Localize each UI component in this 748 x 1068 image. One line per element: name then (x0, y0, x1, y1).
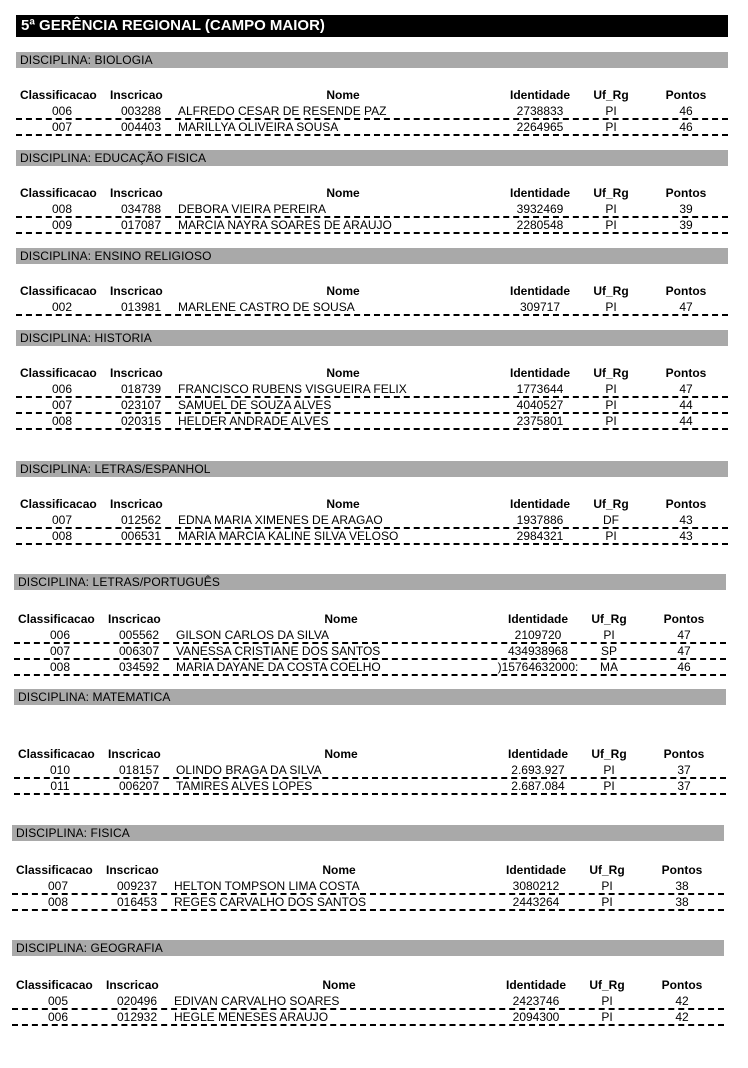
header-classificacao: Classificacao (20, 88, 97, 102)
table-header (16, 366, 728, 382)
cell-nome: GILSON CARLOS DA SILVA (176, 628, 329, 642)
header-pontos: Pontos (665, 186, 707, 200)
cell-classificacao: 006 (51, 382, 73, 396)
header-identidade: Identidade (505, 978, 566, 992)
cell-nome: TAMIRES ALVES LOPES (176, 779, 313, 793)
cell-inscricao: 005562 (118, 628, 160, 642)
cell-inscricao: 006531 (120, 529, 162, 543)
cell-classificacao: 008 (51, 414, 73, 428)
header-pontos: Pontos (663, 612, 705, 626)
cell-inscricao: 018157 (118, 763, 160, 777)
cell-pontos: 47 (677, 644, 691, 658)
cell-uf-rg: PI (601, 895, 613, 909)
header-classificacao: Classificacao (16, 978, 93, 992)
cell-uf-rg: PI (605, 218, 617, 232)
cell-nome: OLINDO BRAGA DA SILVA (176, 763, 322, 777)
header-uf-rg: Uf_Rg (593, 284, 629, 298)
cell-classificacao: 009 (51, 218, 73, 232)
header-uf-rg: Uf_Rg (593, 186, 629, 200)
table-row (16, 529, 728, 545)
cell-identidade: 2984321 (516, 529, 564, 543)
table-header (12, 978, 724, 994)
discipline-section (16, 248, 728, 316)
cell-uf-rg: PI (605, 300, 617, 314)
cell-classificacao: 007 (51, 398, 73, 412)
cell-inscricao: 006207 (118, 779, 160, 793)
cell-uf-rg: PI (603, 628, 615, 642)
header-inscricao: Inscricao (108, 612, 161, 626)
table-row (16, 513, 728, 529)
table-row (14, 628, 726, 644)
cell-identidade: 2.693.927 (511, 763, 565, 777)
cell-identidade: 2109720 (514, 628, 562, 642)
header-pontos: Pontos (665, 88, 707, 102)
discipline-title: DISCIPLINA: LETRAS/ESPANHOL (16, 461, 728, 477)
cell-nome: ALFREDO CESAR DE RESENDE PAZ (178, 104, 387, 118)
header-nome: Nome (324, 747, 358, 761)
cell-inscricao: 003288 (120, 104, 162, 118)
table-row (12, 879, 724, 895)
header-identidade: Identidade (509, 284, 570, 298)
header-pontos: Pontos (665, 284, 707, 298)
cell-uf-rg: PI (605, 202, 617, 216)
discipline-section (14, 689, 726, 795)
cell-nome: HELTON TOMPSON LIMA COSTA (174, 879, 360, 893)
cell-classificacao: 008 (51, 529, 73, 543)
cell-pontos: 37 (677, 779, 691, 793)
cell-nome: VANESSA CRISTIANE DOS SANTOS (176, 644, 381, 658)
cell-nome: DEBORA VIEIRA PEREIRA (178, 202, 327, 216)
header-uf-rg: Uf_Rg (591, 747, 627, 761)
cell-pontos: 46 (679, 104, 693, 118)
cell-identidade: 2280548 (516, 218, 564, 232)
cell-nome: HEGLE MENESES ARAUJO (174, 1010, 329, 1024)
cell-pontos: 46 (677, 660, 691, 674)
cell-inscricao: 004403 (120, 120, 162, 134)
cell-classificacao: 008 (51, 202, 73, 216)
discipline-section (16, 52, 728, 136)
cell-uf-rg: PI (605, 382, 617, 396)
cell-identidade: )15764632000: (497, 660, 579, 674)
cell-classificacao: 008 (49, 660, 71, 674)
discipline-section (12, 825, 724, 911)
table-row (16, 300, 728, 316)
table-header (16, 497, 728, 513)
table-row (14, 644, 726, 660)
header-nome: Nome (326, 497, 360, 511)
header-classificacao: Classificacao (20, 366, 97, 380)
cell-nome: MARCIA NAYRA SOARES DE ARAUJO (178, 218, 392, 232)
cell-classificacao: 011 (50, 779, 70, 793)
discipline-title: DISCIPLINA: BIOLOGIA (16, 52, 728, 68)
header-uf-rg: Uf_Rg (589, 978, 625, 992)
cell-identidade: 3080212 (512, 879, 560, 893)
cell-uf-rg: PI (601, 994, 613, 1008)
table-row (14, 763, 726, 779)
header-pontos: Pontos (663, 747, 705, 761)
cell-pontos: 44 (679, 414, 693, 428)
cell-classificacao: 002 (51, 300, 73, 314)
cell-nome: EDNA MARIA XIMENES DE ARAGAO (178, 513, 383, 527)
header-inscricao: Inscricao (110, 186, 163, 200)
table-row (16, 398, 728, 414)
cell-uf-rg: MA (600, 660, 618, 674)
cell-identidade: 3932469 (516, 202, 564, 216)
cell-classificacao: 007 (47, 879, 69, 893)
cell-identidade: 2738833 (516, 104, 564, 118)
cell-classificacao: 007 (49, 644, 71, 658)
header-classificacao: Classificacao (18, 612, 95, 626)
cell-classificacao: 010 (49, 763, 71, 777)
header-uf-rg: Uf_Rg (591, 612, 627, 626)
cell-classificacao: 007 (51, 120, 73, 134)
cell-pontos: 47 (679, 382, 693, 396)
cell-pontos: 39 (679, 202, 693, 216)
cell-nome: REGES CARVALHO DOS SANTOS (174, 895, 367, 909)
header-classificacao: Classificacao (20, 284, 97, 298)
cell-nome: SAMUEL DE SOUZA ALVES (178, 398, 332, 412)
discipline-title: DISCIPLINA: GEOGRAFIA (12, 940, 724, 956)
header-nome: Nome (326, 366, 360, 380)
cell-uf-rg: SP (600, 644, 617, 658)
discipline-title: DISCIPLINA: HISTORIA (16, 330, 728, 346)
header-nome: Nome (326, 186, 360, 200)
cell-inscricao: 009237 (116, 879, 158, 893)
cell-inscricao: 034788 (120, 202, 162, 216)
cell-nome: MARIA MARCIA KALINE SILVA VELOSO (178, 529, 399, 543)
cell-inscricao: 018739 (120, 382, 162, 396)
table-row (16, 382, 728, 398)
cell-inscricao: 020496 (116, 994, 158, 1008)
header-pontos: Pontos (661, 978, 703, 992)
cell-uf-rg: PI (601, 879, 613, 893)
table-header (16, 88, 728, 104)
cell-pontos: 38 (675, 879, 689, 893)
cell-inscricao: 017087 (120, 218, 162, 232)
header-inscricao: Inscricao (110, 284, 163, 298)
table-row (16, 414, 728, 430)
header-inscricao: Inscricao (106, 863, 159, 877)
header-identidade: Identidade (509, 497, 570, 511)
table-row (12, 994, 724, 1010)
table-row (14, 660, 726, 676)
header-inscricao: Inscricao (108, 747, 161, 761)
table-row (16, 120, 728, 136)
header-classificacao: Classificacao (16, 863, 93, 877)
header-identidade: Identidade (507, 747, 568, 761)
cell-identidade: 434938968 (507, 644, 569, 658)
cell-uf-rg: PI (605, 414, 617, 428)
cell-inscricao: 012562 (120, 513, 162, 527)
discipline-section (16, 330, 728, 430)
header-uf-rg: Uf_Rg (593, 366, 629, 380)
cell-uf-rg: PI (605, 529, 617, 543)
cell-classificacao: 008 (47, 895, 69, 909)
table-row (16, 104, 728, 120)
cell-uf-rg: PI (605, 120, 617, 134)
header-classificacao: Classificacao (20, 497, 97, 511)
cell-pontos: 43 (679, 513, 693, 527)
discipline-title: DISCIPLINA: FISICA (12, 825, 724, 841)
cell-identidade: 2375801 (516, 414, 564, 428)
cell-uf-rg: PI (605, 398, 617, 412)
cell-pontos: 39 (679, 218, 693, 232)
discipline-section (14, 574, 726, 676)
header-uf-rg: Uf_Rg (593, 88, 629, 102)
cell-nome: FRANCISCO RUBENS VISGUEIRA FELIX (178, 382, 407, 396)
header-identidade: Identidade (509, 88, 570, 102)
header-classificacao: Classificacao (18, 747, 95, 761)
cell-pontos: 44 (679, 398, 693, 412)
discipline-section (16, 150, 728, 234)
cell-identidade: 2423746 (512, 994, 560, 1008)
discipline-title: DISCIPLINA: ENSINO RELIGIOSO (16, 248, 728, 264)
cell-identidade: 309717 (519, 300, 561, 314)
cell-pontos: 42 (675, 1010, 689, 1024)
header-nome: Nome (324, 612, 358, 626)
discipline-title: DISCIPLINA: LETRAS/PORTUGUÊS (14, 574, 726, 590)
cell-pontos: 47 (679, 300, 693, 314)
cell-uf-rg: PI (605, 104, 617, 118)
header-inscricao: Inscricao (110, 497, 163, 511)
header-inscricao: Inscricao (110, 88, 163, 102)
cell-uf-rg: DF (603, 513, 619, 527)
table-header (12, 863, 724, 879)
header-nome: Nome (322, 978, 356, 992)
cell-identidade: 2.687.084 (511, 779, 565, 793)
cell-inscricao: 020315 (120, 414, 162, 428)
cell-identidade: 2094300 (512, 1010, 560, 1024)
header-uf-rg: Uf_Rg (589, 863, 625, 877)
table-row (12, 895, 724, 911)
cell-uf-rg: PI (603, 763, 615, 777)
table-row (16, 218, 728, 234)
cell-classificacao: 006 (47, 1010, 69, 1024)
cell-uf-rg: PI (603, 779, 615, 793)
header-pontos: Pontos (665, 497, 707, 511)
cell-nome: MARILLYA OLIVEIRA SOUSA (178, 120, 339, 134)
cell-pontos: 37 (677, 763, 691, 777)
cell-nome: HELDER ANDRADE ALVES (178, 414, 329, 428)
table-header (16, 284, 728, 300)
cell-uf-rg: PI (601, 1010, 613, 1024)
cell-pontos: 42 (675, 994, 689, 1008)
discipline-title: DISCIPLINA: EDUCAÇÃO FISICA (16, 150, 728, 166)
cell-nome: EDIVAN CARVALHO SOARES (174, 994, 340, 1008)
table-row (16, 202, 728, 218)
header-pontos: Pontos (661, 863, 703, 877)
discipline-title: DISCIPLINA: MATEMATICA (14, 689, 726, 705)
cell-classificacao: 006 (51, 104, 73, 118)
header-nome: Nome (326, 88, 360, 102)
header-uf-rg: Uf_Rg (593, 497, 629, 511)
table-header (14, 612, 726, 628)
cell-inscricao: 013981 (120, 300, 162, 314)
cell-classificacao: 005 (47, 994, 69, 1008)
cell-identidade: 1937886 (516, 513, 564, 527)
header-nome: Nome (326, 284, 360, 298)
cell-identidade: 4040527 (516, 398, 564, 412)
table-header (14, 747, 726, 763)
page-title: 5ª GERÊNCIA REGIONAL (CAMPO MAIOR) (16, 15, 728, 37)
table-header (16, 186, 728, 202)
header-pontos: Pontos (665, 366, 707, 380)
header-inscricao: Inscricao (106, 978, 159, 992)
cell-inscricao: 016453 (116, 895, 158, 909)
header-nome: Nome (322, 863, 356, 877)
header-inscricao: Inscricao (110, 366, 163, 380)
header-identidade: Identidade (505, 863, 566, 877)
header-identidade: Identidade (509, 366, 570, 380)
header-identidade: Identidade (509, 186, 570, 200)
cell-classificacao: 006 (49, 628, 71, 642)
header-classificacao: Classificacao (20, 186, 97, 200)
cell-inscricao: 034592 (118, 660, 160, 674)
cell-nome: MARLENE CASTRO DE SOUSA (178, 300, 355, 314)
cell-pontos: 38 (675, 895, 689, 909)
cell-classificacao: 007 (51, 513, 73, 527)
cell-nome: MARIA DAYANE DA COSTA COELHO (176, 660, 381, 674)
cell-pontos: 43 (679, 529, 693, 543)
cell-identidade: 2264965 (516, 120, 564, 134)
discipline-section (12, 940, 724, 1026)
header-identidade: Identidade (507, 612, 568, 626)
cell-inscricao: 012932 (116, 1010, 158, 1024)
cell-inscricao: 023107 (120, 398, 162, 412)
table-row (14, 779, 726, 795)
cell-inscricao: 006307 (118, 644, 160, 658)
cell-pontos: 47 (677, 628, 691, 642)
table-row (12, 1010, 724, 1026)
cell-pontos: 46 (679, 120, 693, 134)
cell-identidade: 2443264 (512, 895, 560, 909)
discipline-section (16, 461, 728, 545)
cell-identidade: 1773644 (516, 382, 564, 396)
